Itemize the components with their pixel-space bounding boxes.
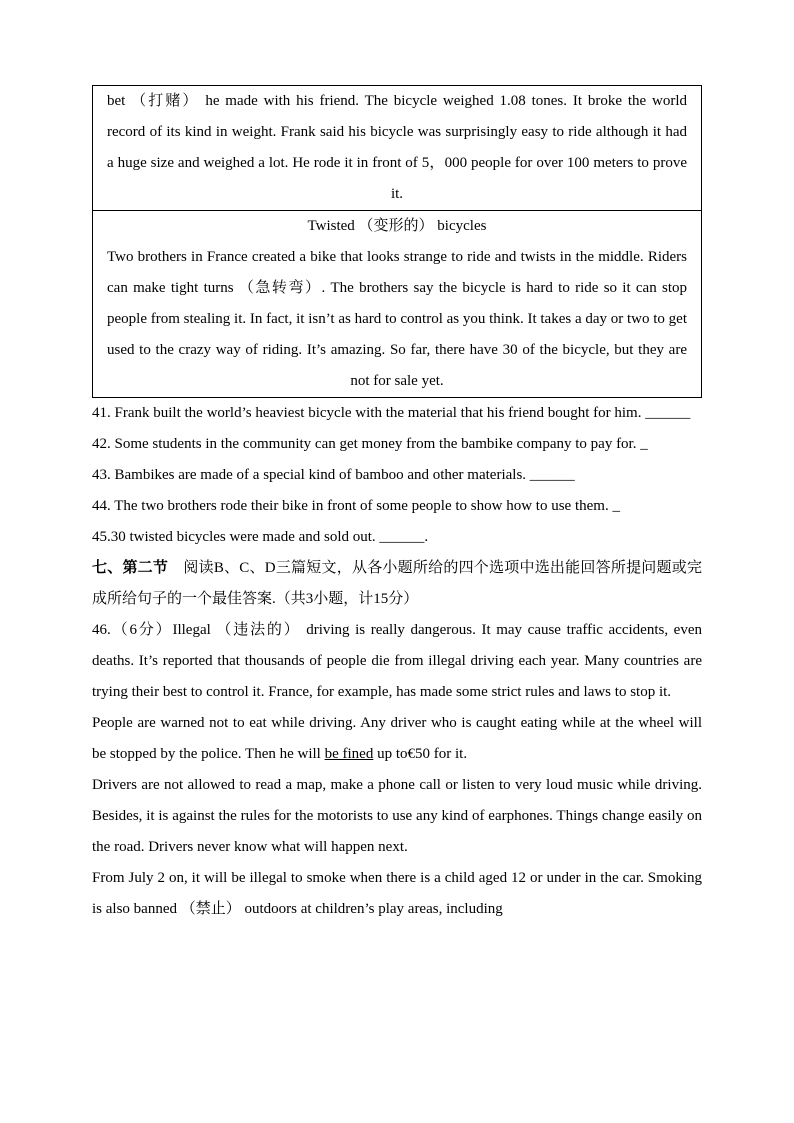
- passage-twisted-title: Twisted （变形的） bicycles: [307, 218, 487, 234]
- passage-46-paragraph-2: [92, 708, 702, 770]
- underlined-phrase-be-fined: be fined: [324, 746, 374, 762]
- question-42: 42. Some students in the community can get money from the bambike company to pay for. _: [92, 436, 648, 452]
- passage-46-paragraph-4: From July 2 on, it will be illegal to smoke when there is a child aged 12 or under in the car. Smoking is also banned （禁止） outdoors at children’s play areas, including: [92, 870, 702, 917]
- section-number: 七、第二节: [92, 560, 169, 576]
- section-instructions: 阅读B、C、D三篇短文，从各小题所给的四个选项中选出能回答所提问题或完成所给句子的一个最佳答案.（共3小题，计15分）: [92, 560, 702, 607]
- section-heading: [92, 553, 702, 615]
- reading-passage-table: [92, 85, 702, 398]
- passage-46-paragraph-1: 46.（6分）Illegal （违法的） driving is really dangerous. It may cause traffic accidents, even deaths. It’s reported that thousands of people die from illegal driving each year. Many countries are trying their best to control it. France, for example, has made some strict rules and laws to stop it.: [92, 622, 702, 700]
- passage-46-paragraph-3: Drivers are not allowed to read a map, make a phone call or listen to very loud music while driving. Besides, it is against the rules for the motorists to use any kind of earphones. Things change easily on the road. Drivers never know what will happen next.: [92, 777, 702, 855]
- paragraph-2-text-after: up to€50 for it.: [373, 746, 468, 762]
- question-41: 41. Frank built the world’s heaviest bicycle with the material that his friend bought for him. ______: [92, 405, 691, 421]
- question-45: 45.30 twisted bicycles were made and sold out. ______.: [92, 529, 429, 545]
- passage-twisted-body: Two brothers in France created a bike that looks strange to ride and twists in the middle. Riders can make tight turns （急转弯）. The brothers say the bicycle is hard to ride so it can stop people from stealing it. In fact, it isn’t as hard to control as you think. It takes a day or two to get used to the crazy way of riding. It’s amazing. So far, there have 30 of the bicycle, but they are not for sale yet.: [107, 249, 688, 389]
- question-43: 43. Bambikes are made of a special kind of bamboo and other materials. ______: [92, 467, 575, 483]
- passage-heaviest-bicycle: bet （打赌） he made with his friend. The bicycle weighed 1.08 tones. It broke the world record of its kind in weight. Frank said his bicycle was surprisingly easy to ride although it had a huge size and weighed a lot. He rode it in front of 5，000 people for over 100 meters to prove it.: [107, 93, 687, 202]
- paragraph-2-text-before: People are warned not to eat while driving. Any driver who is caught eating while at the wheel will be stopped by the police. Then he will: [92, 715, 702, 762]
- question-44: 44. The two brothers rode their bike in front of some people to show how to use them. _: [92, 498, 620, 514]
- passage-twisted-cell: [93, 210, 701, 397]
